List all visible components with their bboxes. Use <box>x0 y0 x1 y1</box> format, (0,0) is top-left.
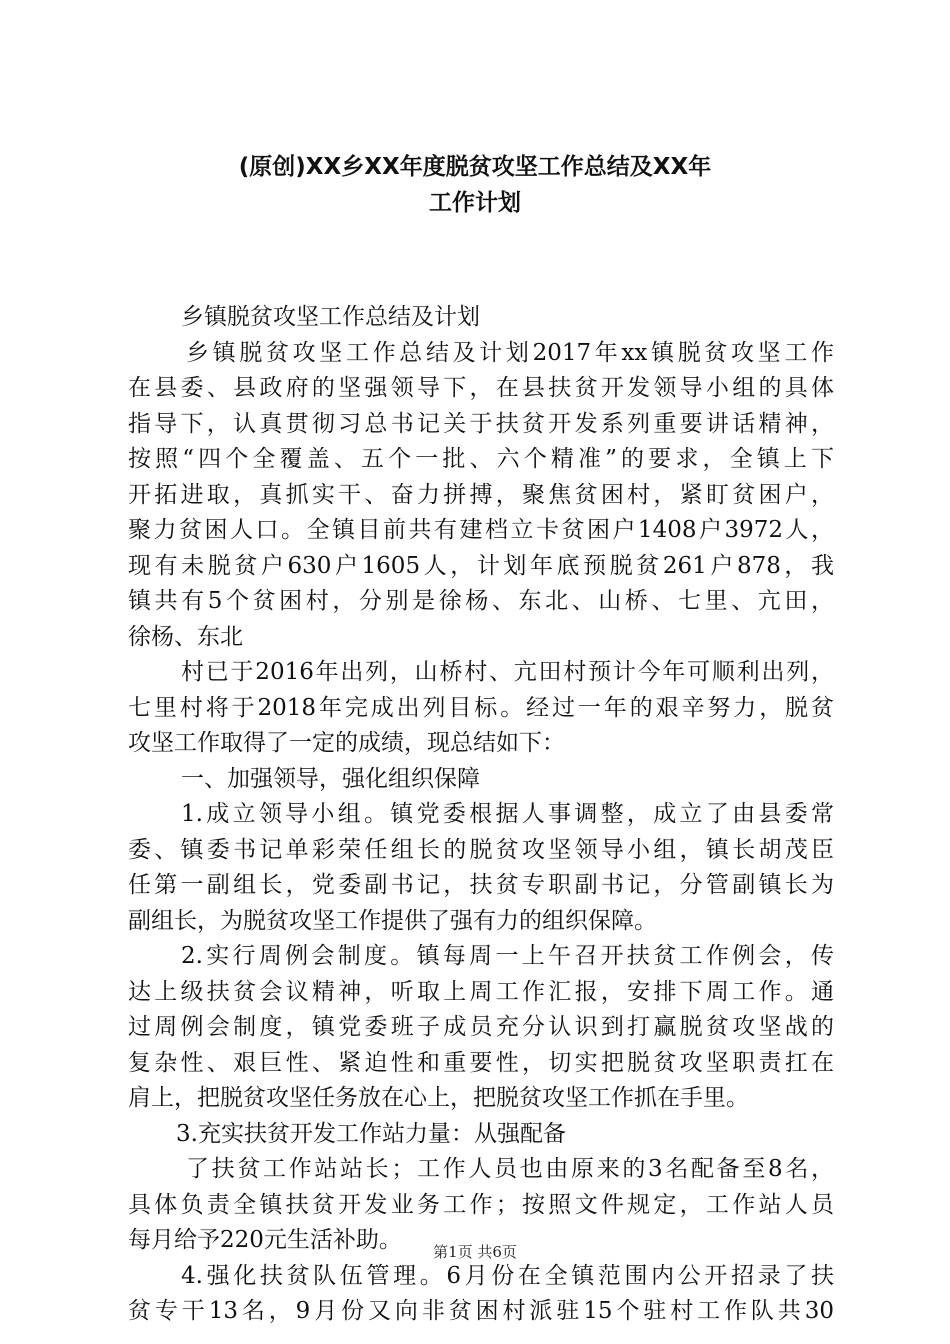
paragraph-line: 任第一副组长，党委副书记，扶贫专职副书记，分管副镇长为 <box>128 872 834 898</box>
paragraph-line: 过周例会制度，镇党委班子成员充分认识到打赢脱贫攻坚战的 <box>128 1014 834 1040</box>
paragraph-line: 复杂性、艰巨性、紧迫性和重要性，切实把脱贫攻坚职责扛在 <box>128 1049 834 1076</box>
paragraph-line: 每月给予220元生活补助。 <box>128 1227 402 1253</box>
document-body <box>128 300 834 1330</box>
paragraph-line: 按照“四个全覆盖、五个一批、六个精准”的要求，全镇上下 <box>128 446 834 472</box>
paragraph-line: 徐杨、东北 <box>128 623 243 650</box>
paragraph-line: 村已于2016年出列，山桥村、亢田村预计今年可顺利出列， <box>181 659 834 685</box>
section-heading: 一、加强领导，强化组织保障 <box>181 765 480 792</box>
paragraph-line: 现有未脱贫户630户1605人，计划年底预脱贫261户878，我 <box>128 552 834 579</box>
paragraph-line: 副组长，为脱贫攻坚工作提供了强有力的组织保障。 <box>128 907 657 934</box>
paragraph-line: 镇共有5个贫困村，分别是徐杨、东北、山桥、七里、亢田， <box>128 588 834 614</box>
paragraph-line: 指导下，认真贯彻习总书记关于扶贫开发系列重要讲话精神， <box>128 410 834 437</box>
subtitle-line: 乡镇脱贫攻坚工作总结及计划 <box>181 304 480 330</box>
paragraph-line: 乡镇脱贫攻坚工作总结及计划2017年xx镇脱贫攻坚工作 <box>186 339 834 366</box>
paragraph-line: 具体负责全镇扶贫开发业务工作；按照文件规定，工作站人员 <box>128 1191 834 1218</box>
paragraph-line: 聚力贫困人口。全镇目前共有建档立卡贫困户1408户3972人， <box>128 517 834 543</box>
document-title <box>110 150 840 221</box>
paragraph-line: 七里村将于2018年完成出列目标。经过一年的艰辛努力，脱贫 <box>128 694 834 721</box>
title-line-2: 工作计划 <box>429 189 521 216</box>
title-line-1: (原创)XX乡XX年度脱贫攻坚工作总结及XX年 <box>238 154 712 180</box>
paragraph-line: 达上级扶贫会议精神，听取上周工作汇报，安排下周工作。通 <box>128 978 834 1005</box>
paragraph-line: 肩上，把脱贫攻坚任务放在心上，把脱贫攻坚工作抓在手里。 <box>128 1085 749 1111</box>
paragraph-line: 了扶贫工作站站长；工作人员也由原来的3名配备至8名， <box>186 1156 834 1182</box>
paragraph-line: 2.实行周例会制度。镇每周一上午召开扶贫工作例会，传 <box>181 943 834 969</box>
paragraph-line: 4.强化扶贫队伍管理。6月份在全镇范围内公开招录了扶 <box>181 1262 834 1289</box>
paragraph-line: 贫专干13名，9月份又向非贫困村派驻15个驻村工作队共30 <box>128 1298 834 1324</box>
paragraph-line: 1.成立领导小组。镇党委根据人事调整，成立了由县委常 <box>181 801 834 827</box>
page-number-footer: 第1页 共6页 <box>433 1243 517 1261</box>
paragraph-line: 3.充实扶贫开发工作站力量：从强配备 <box>176 1120 566 1147</box>
paragraph-line: 攻坚工作取得了一定的成绩，现总结如下： <box>128 730 565 756</box>
paragraph-line: 委、镇委书记单彩荣任组长的脱贫攻坚领导小组，镇长胡茂臣 <box>128 836 834 863</box>
paragraph-line: 开拓进取，真抓实干、奋力拼搏，聚焦贫困村，紧盯贫困户， <box>128 481 834 508</box>
paragraph-line: 在县委、县政府的坚强领导下，在县扶贫开发领导小组的具体 <box>128 375 834 401</box>
